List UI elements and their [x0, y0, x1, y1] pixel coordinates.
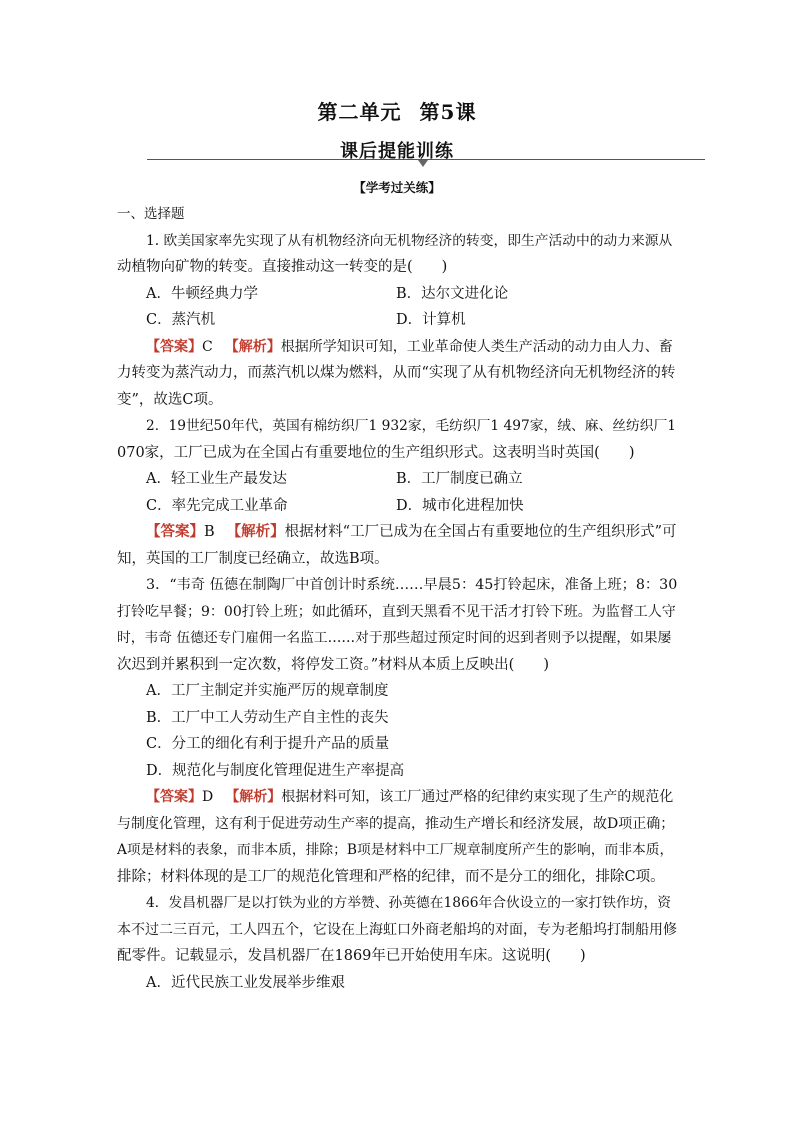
option-b: B．工厂中工人劳动生产自主性的丧失 — [146, 709, 389, 726]
stem-line: 打铃吃早餐；9：00打铃上班；如此循环，直到天黑看不见干活才打铃下班。为监督工人守 — [117, 603, 676, 620]
analysis-line: 与制度化管理，这有利于促进劳动生产率的提高，推动生产增长和经济发展，故D项正确； — [117, 815, 675, 832]
stem-line: 次迟到并累积到一定次数，将停发工资。”材料从本质上反映出( ) — [117, 656, 549, 673]
question-1-options-row — [117, 307, 680, 334]
page-title — [0, 96, 794, 125]
stem-line: 3．“韦奇 伍德在制陶厂中首创计时系统……早晨5：45打铃起床，准备上班；8：30 — [146, 577, 678, 593]
option-c: C．分工的细化有利于提升产品的质量 — [146, 736, 390, 752]
question-3-stem — [117, 572, 680, 678]
analysis-tag: 【解析】 — [225, 789, 282, 805]
option-c: C．率先完成工业革命 — [146, 497, 288, 514]
answer-line — [117, 519, 680, 546]
analysis-tag: 【解析】 — [226, 523, 285, 540]
stem-line: 配零件。记载显示，发昌机器厂在1869年已开始使用车床。这说明( ) — [117, 948, 586, 964]
answer-tag: 【答案】 — [146, 338, 202, 355]
analysis-line: 变”，故选C项。 — [117, 391, 223, 408]
analysis-line: 排除；材料体现的是工厂的规范化管理和严格的纪律，而不是分工的细化，排除C项。 — [117, 868, 665, 885]
analysis-text: 根据所学知识可知，工业革命使人类生产活动的动力由人力、畜 — [280, 338, 673, 355]
question-1-stem — [117, 228, 680, 281]
question-2-stem — [117, 413, 680, 466]
analysis-line: A项是材料的表象，而非本质，排除；B项是材料中工厂规章制度所产生的影响，而非本质， — [117, 842, 674, 858]
stem-line: 070家，工厂已成为在全国占有重要地位的生产组织形式。这表明当时英国( ) — [117, 444, 635, 461]
question-1-answer — [117, 334, 680, 414]
stem-line: 2．19世纪50年代，英国有棉纺织厂1 932家，毛纺织厂1 497家，绒、麻、丝纺织厂1 — [146, 418, 676, 434]
analysis-tag: 【解析】 — [224, 338, 281, 355]
question-4-stem — [117, 890, 680, 970]
lesson-title: 第5课 — [419, 100, 477, 124]
option-a: A．近代民族工业发展举步维艰 — [146, 974, 345, 991]
option-d: D．规范化与制度化管理促进生产率提高 — [146, 762, 405, 779]
answer-tag: 【答案】 — [146, 523, 204, 540]
answer-value: B — [204, 524, 215, 540]
part-heading: 一、选择题 — [117, 206, 185, 222]
option-a: A．轻工业生产最发达 — [146, 471, 287, 487]
analysis-line: 力转变为蒸汽动力，而蒸汽机以煤为燃料，从而“实现了从有机物经济向无机物经济的转 — [117, 365, 676, 381]
stem-line: 4．发昌机器厂是以打铁为业的方举赞、孙英德在1866年合伙设立的一家打铁作坊，资 — [146, 895, 671, 911]
section-label: 【学考过关练】 — [353, 180, 441, 195]
unit-title: 第二单元 — [317, 100, 402, 124]
page-subtitle: 课后提能训练 — [340, 141, 454, 162]
question-2-options-row — [117, 466, 680, 493]
analysis-text: 根据材料可知，该工厂通过严格的纪律约束实现了生产的规范化 — [281, 789, 674, 805]
option-d: D．计算机 — [396, 312, 466, 328]
question-content — [117, 201, 680, 996]
question-2-options-row — [117, 493, 680, 520]
answer-line — [117, 784, 680, 811]
analysis-line: 知，英国的工厂制度已经确立，故选B项。 — [117, 550, 389, 567]
option-d: D．城市化进程加快 — [396, 497, 524, 514]
stem-line: 动植物向矿物的转变。直接推动这一转变的是( ) — [117, 259, 448, 275]
answer-value: D — [202, 789, 214, 805]
stem-line: 本不过二三百元，工人四五个，它设在上海虹口外商老船坞的对面，专为老船坞打制船用修 — [117, 921, 677, 938]
option-b: B．达尔文进化论 — [396, 285, 509, 302]
analysis-text: 根据材料“工厂已成为在全国占有重要地位的生产组织形式”可 — [284, 524, 677, 540]
answer-tag: 【答案】 — [146, 789, 202, 805]
option-b: B．工厂制度已确立 — [396, 471, 523, 487]
option-a: A．工厂主制定并实施严厉的规章制度 — [146, 683, 389, 699]
answer-value: C — [202, 338, 213, 355]
stem-line: 1. 欧美国家率先实现了从有机物经济向无机物经济的转变，即生产活动中的动力来源从 — [146, 232, 673, 249]
answer-line — [117, 334, 680, 361]
stem-line: 时，韦奇 伍德还专门雇佣一名监工……对于那些超过预定时间的迟到者则予以提醒，如果屡 — [117, 630, 672, 646]
divider-triangle-icon — [418, 160, 428, 167]
option-a: A．牛顿经典力学 — [146, 285, 258, 302]
option-c: C．蒸汽机 — [146, 312, 216, 328]
question-2-answer — [117, 519, 680, 572]
question-1-options-row — [117, 281, 680, 308]
question-3-answer — [117, 784, 680, 890]
